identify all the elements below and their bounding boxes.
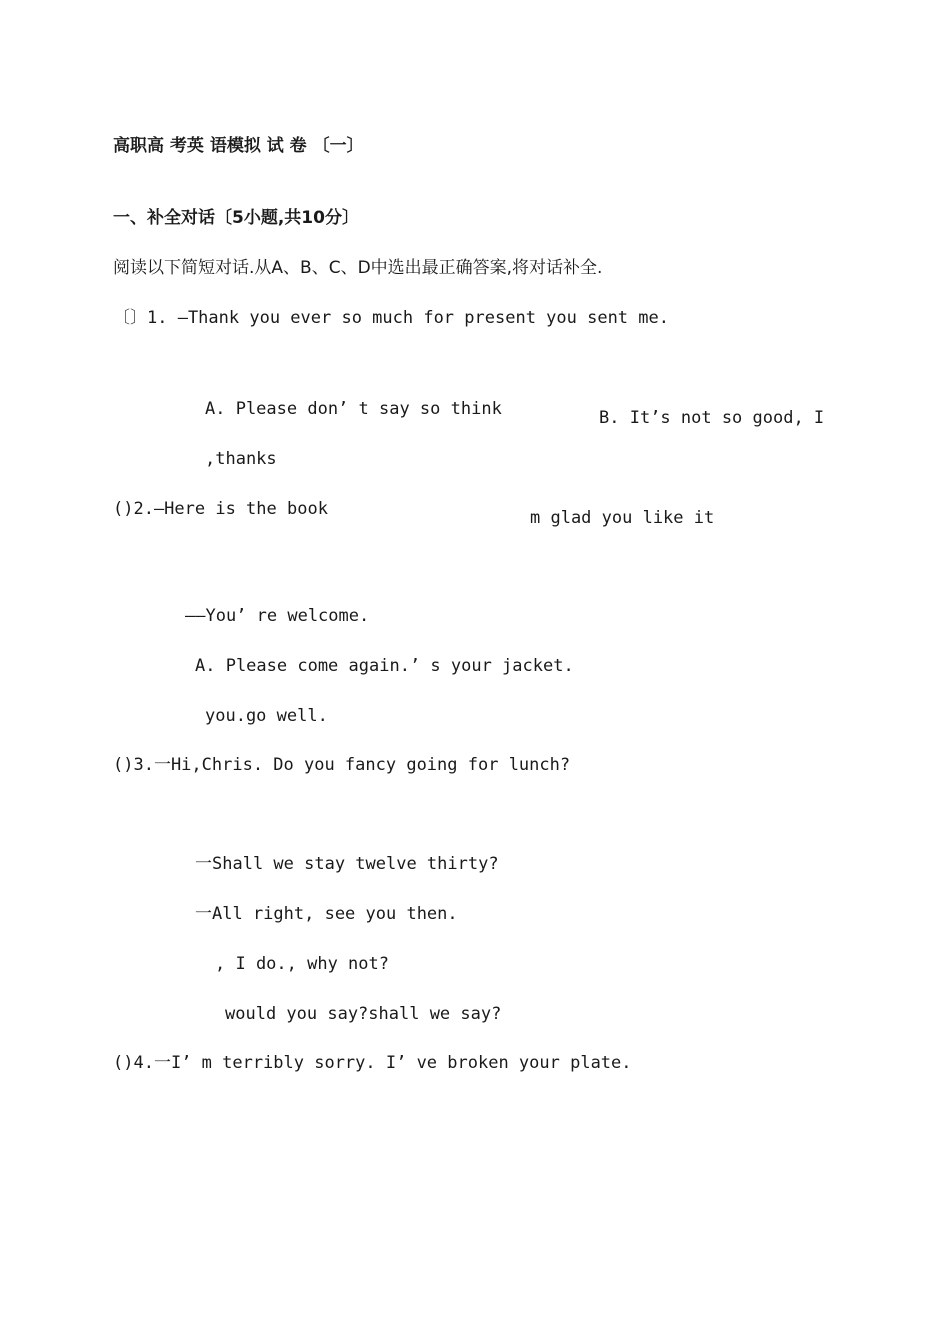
question-2-options-line-1: A. Please come again.’ s your jacket. [195,656,574,676]
exam-title: 高职高 考英 语模拟 试 卷 〔一〕 [113,136,364,156]
question-2-stem: ()2.—Here is the book [113,499,328,519]
question-1-option-b: B. It’s not so good, I [599,408,825,428]
question-3-dialog-1: 一Shall we stay twelve thirty? [195,854,499,874]
question-4-stem: ()4.一I’ m terribly sorry. I’ ve broken your plate. [113,1053,632,1073]
question-3-options-line-2: would you say?shall we say? [225,1004,502,1024]
question-3-options-line-1: , I do., why not? [215,954,389,974]
section-heading: 一、补全对话〔5小题,共10分〕 [113,208,359,228]
question-2-reply: ——You’ re welcome. [185,606,370,626]
question-3-stem: ()3.一Hi,Chris. Do you fancy going for lunch? [113,755,571,775]
question-3-dialog-2: 一All right, see you then. [195,904,458,924]
question-1-stem: 〔〕1. —Thank you ever so much for present you sent me. [113,308,669,328]
question-1-option-c: ,thanks [205,449,277,469]
question-1-option-d: m glad you like it [530,508,715,528]
question-2-options-line-2: you.go well. [205,706,328,726]
section-instructions: 阅读以下简短对话.从A、B、C、D中选出最正确答案,将对话补全. [113,258,603,278]
question-1-option-a: A. Please don’ t say so think [205,399,502,419]
